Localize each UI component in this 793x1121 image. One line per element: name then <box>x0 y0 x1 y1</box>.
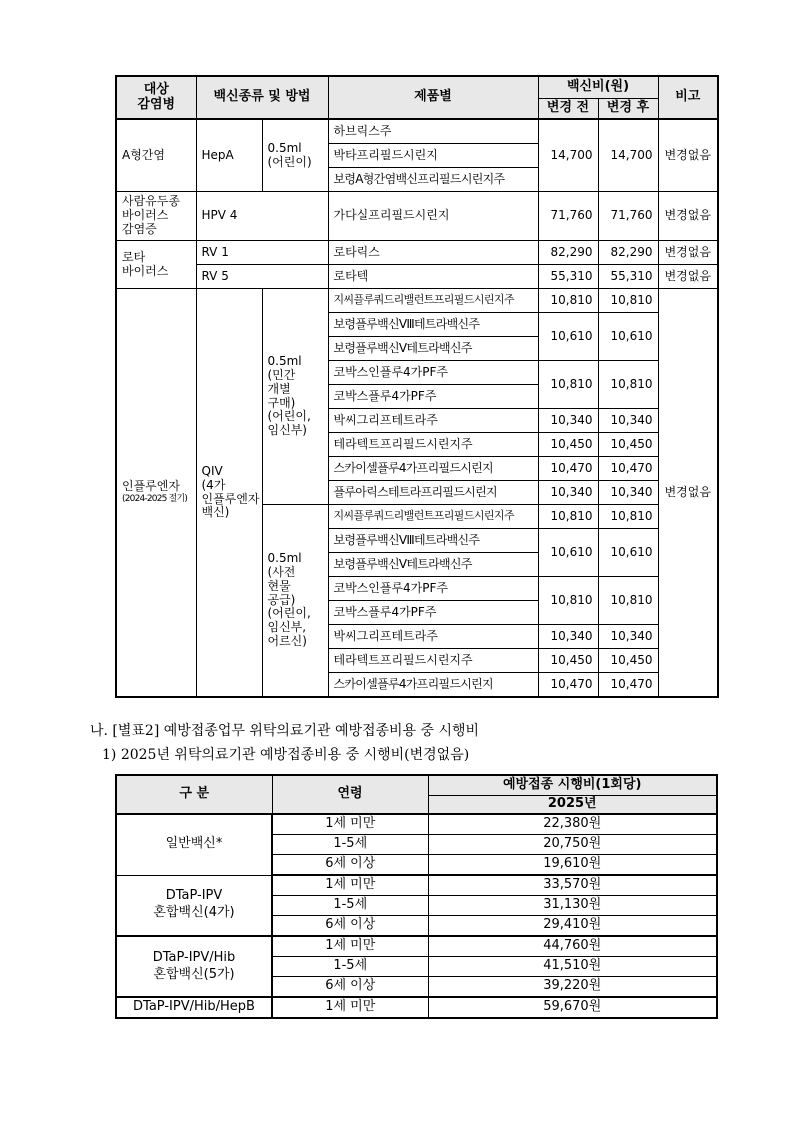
note-cell: 변경없음 <box>658 119 718 192</box>
product-cell: 코박스플루4가PF주 <box>328 385 538 409</box>
price-after-cell: 14,700 <box>598 119 658 192</box>
age-cell: 1세 미만 <box>272 997 428 1018</box>
disease-name: 인플루엔자 <box>122 479 180 494</box>
section-title: 나. [별표2] 예방접종업무 위탁의료기관 예방접종비용 중 시행비 <box>90 723 480 739</box>
product-cell: 스카이셀플루4가프리필드시린지 <box>328 673 538 698</box>
product-cell: 코박스플루4가PF주 <box>328 601 538 625</box>
product-cell: 코박스인플루4가PF주 <box>328 577 538 601</box>
price-after-cell: 10,450 <box>598 649 658 673</box>
price-after-cell: 71,760 <box>598 192 658 241</box>
vaccine-type-cell: QIV (4가 인플루엔자 백신) <box>196 289 262 698</box>
price-after-cell: 82,290 <box>598 241 658 265</box>
disease-cell <box>116 289 196 698</box>
price-after-cell: 10,810 <box>598 505 658 529</box>
product-cell: 로타텍 <box>328 265 538 289</box>
product-cell: 박씨그리프테트라주 <box>328 409 538 433</box>
product-cell: 가다실프리필드시린지 <box>328 192 538 241</box>
price-before-cell: 10,340 <box>538 625 598 649</box>
price-before-cell: 10,810 <box>538 361 598 409</box>
age-cell: 1세 미만 <box>272 936 428 957</box>
price-before-cell: 10,340 <box>538 409 598 433</box>
fee-cell: 44,760원 <box>428 936 717 957</box>
header-product: 제품별 <box>328 76 538 119</box>
disease-cell: A형간염 <box>116 119 196 192</box>
category-cell: 일반백신* <box>116 814 272 875</box>
product-cell: 플루아릭스테트라프리필드시린지 <box>328 481 538 505</box>
age-cell: 1세 미만 <box>272 814 428 835</box>
table-row <box>116 265 718 289</box>
price-after-cell: 10,340 <box>598 625 658 649</box>
fee-cell: 22,380원 <box>428 814 717 835</box>
price-before-cell: 10,610 <box>538 313 598 361</box>
header-target-disease: 대상 감염병 <box>116 76 196 119</box>
header-before-change: 변경 전 <box>538 99 598 120</box>
price-before-cell: 82,290 <box>538 241 598 265</box>
category-cell: DTaP-IPV/Hib/HepB <box>116 997 272 1018</box>
product-cell: 보령플루백신Ⅴ테트라백신주 <box>328 553 538 577</box>
header-after-change: 변경 후 <box>598 99 658 120</box>
fee-cell: 31,130원 <box>428 896 717 916</box>
table-row <box>116 192 718 241</box>
product-cell: 보령플루백신Ⅷ테트라백신주 <box>328 313 538 337</box>
vaccine-type-cell: HPV 4 <box>196 192 328 241</box>
product-cell: 보령플루백신Ⅷ테트라백신주 <box>328 529 538 553</box>
product-cell: 코박스인플루4가PF주 <box>328 361 538 385</box>
product-cell: 지씨플루쿼드리밸런트프리필드시린지주 <box>328 289 538 313</box>
table-row <box>116 936 717 957</box>
product-cell: 보령A형간염백신프리필드시린지주 <box>328 168 538 192</box>
category-cell: DTaP-IPV/Hib 혼합백신(5가) <box>116 936 272 997</box>
price-before-cell: 10,610 <box>538 529 598 577</box>
age-cell: 6세 이상 <box>272 916 428 937</box>
table-row <box>116 875 717 896</box>
season-label: (2024-2025 절기) <box>122 494 188 505</box>
disease-cell: 사람유두종 바이러스 감염증 <box>116 192 196 241</box>
price-before-cell: 10,810 <box>538 577 598 625</box>
fee-cell: 59,670원 <box>428 997 717 1018</box>
price-after-cell: 10,810 <box>598 289 658 313</box>
price-before-cell: 10,450 <box>538 433 598 457</box>
category-cell: DTaP-IPV 혼합백신(4가) <box>116 875 272 936</box>
price-after-cell: 10,470 <box>598 673 658 698</box>
table-row <box>116 241 718 265</box>
age-cell: 1-5세 <box>272 957 428 977</box>
disease-cell: 로타 바이러스 <box>116 241 196 289</box>
header-age: 연령 <box>272 775 428 814</box>
table-row <box>116 119 718 144</box>
product-cell: 테라텍트프리필드시린지주 <box>328 649 538 673</box>
price-before-cell: 14,700 <box>538 119 598 192</box>
price-after-cell: 10,340 <box>598 409 658 433</box>
table-row <box>116 997 717 1018</box>
price-before-cell: 10,470 <box>538 673 598 698</box>
fee-cell: 29,410원 <box>428 916 717 937</box>
note-cell: 변경없음 <box>658 241 718 265</box>
vaccine-type-cell: RV 5 <box>196 265 328 289</box>
price-after-cell: 10,450 <box>598 433 658 457</box>
header-fee: 예방접종 시행비(1회당) <box>428 775 717 796</box>
product-cell: 박타프리필드시린지 <box>328 144 538 168</box>
price-before-cell: 10,450 <box>538 649 598 673</box>
price-before-cell: 10,340 <box>538 481 598 505</box>
product-cell: 테라텍트프리필드시린지주 <box>328 433 538 457</box>
product-cell: 지씨플루쿼드리밸런트프리필드시린지주 <box>328 505 538 529</box>
fee-cell: 41,510원 <box>428 957 717 977</box>
note-cell: 변경없음 <box>658 265 718 289</box>
dose-cell: 0.5ml (민간 개별 구매) (어린이, 임신부) <box>262 289 328 505</box>
price-after-cell: 10,810 <box>598 577 658 625</box>
age-cell: 1세 미만 <box>272 875 428 896</box>
note-cell: 변경없음 <box>658 289 718 698</box>
price-before-cell: 55,310 <box>538 265 598 289</box>
dose-cell: 0.5ml (사전 현물 공급) (어린이, 임신부, 어르신) <box>262 505 328 698</box>
vaccine-type-cell: RV 1 <box>196 241 328 265</box>
header-category: 구 분 <box>116 775 272 814</box>
price-before-cell: 10,810 <box>538 505 598 529</box>
fee-cell: 39,220원 <box>428 977 717 998</box>
price-after-cell: 10,810 <box>598 361 658 409</box>
header-vaccine-price: 백신비(원) <box>538 76 658 99</box>
product-cell: 로타릭스 <box>328 241 538 265</box>
vaccine-type-cell: HepA <box>196 119 262 192</box>
product-cell: 하브릭스주 <box>328 119 538 144</box>
price-after-cell: 10,470 <box>598 457 658 481</box>
price-before-cell: 10,470 <box>538 457 598 481</box>
product-cell: 보령플루백신Ⅴ테트라백신주 <box>328 337 538 361</box>
age-cell: 6세 이상 <box>272 855 428 876</box>
fee-cell: 19,610원 <box>428 855 717 876</box>
table-row <box>116 814 717 835</box>
table-row <box>116 289 718 313</box>
vaccination-fee-table <box>115 774 718 1019</box>
header-note: 비고 <box>658 76 718 119</box>
product-cell: 박씨그리프테트라주 <box>328 625 538 649</box>
price-before-cell: 10,810 <box>538 289 598 313</box>
fee-cell: 33,570원 <box>428 875 717 896</box>
fee-cell: 20,750원 <box>428 835 717 855</box>
section-subtitle: 1) 2025년 위탁의료기관 예방접종비용 중 시행비(변경없음) <box>102 747 470 763</box>
vaccine-price-table <box>115 75 719 698</box>
header-year: 2025년 <box>428 796 717 815</box>
age-cell: 6세 이상 <box>272 977 428 998</box>
price-before-cell: 71,760 <box>538 192 598 241</box>
price-after-cell: 10,610 <box>598 529 658 577</box>
dose-cell: 0.5ml (어린이) <box>262 119 328 192</box>
header-vaccine-type: 백신종류 및 방법 <box>196 76 328 119</box>
price-after-cell: 55,310 <box>598 265 658 289</box>
price-after-cell: 10,610 <box>598 313 658 361</box>
age-cell: 1-5세 <box>272 896 428 916</box>
product-cell: 스카이셀플루4가프리필드시린지 <box>328 457 538 481</box>
age-cell: 1-5세 <box>272 835 428 855</box>
price-after-cell: 10,340 <box>598 481 658 505</box>
note-cell: 변경없음 <box>658 192 718 241</box>
